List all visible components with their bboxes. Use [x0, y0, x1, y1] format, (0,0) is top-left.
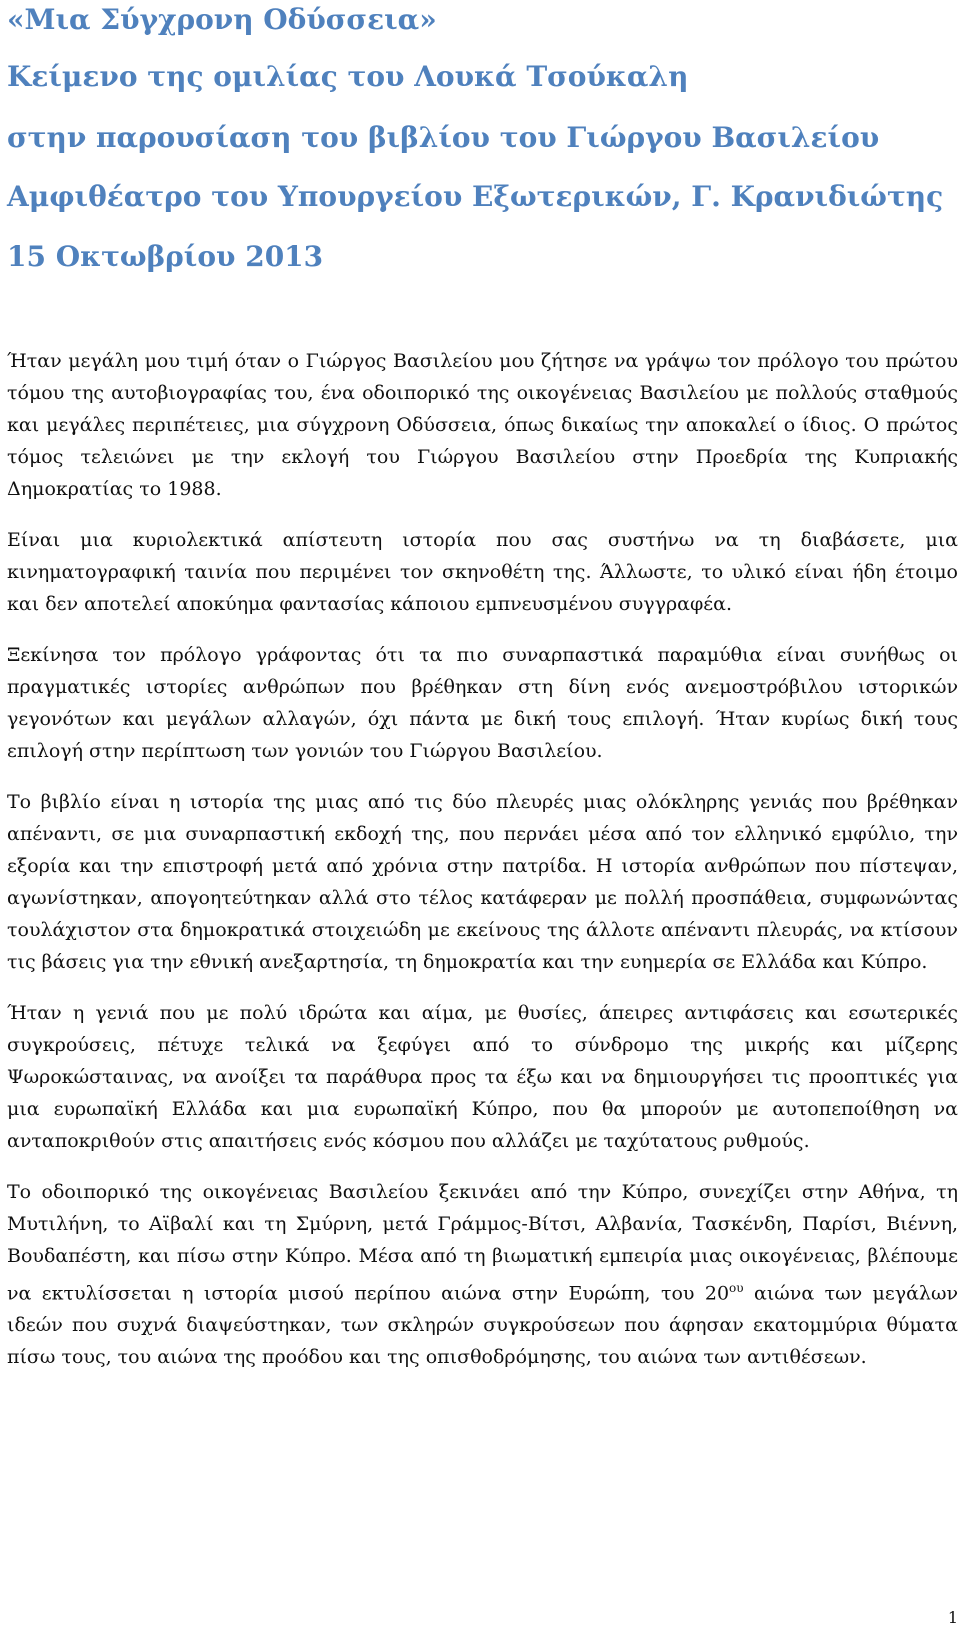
- paragraph-6: [7, 1176, 958, 1373]
- document-page: [7, 0, 958, 1633]
- paragraph-2: Είναι μια κυριολεκτικά απίστευτη ιστορία που σας συστήνω να τη διαβάσετε, μια κινηματογραφική ταινία που περιμένει τον σκηνοθέτη της. Άλλωστε, το υλικό είναι ήδη έτοιμο και δεν αποτελεί αποκύημα φαντασίας κάποιου εμπνευσμένου συγγραφέα.: [7, 529, 958, 615]
- page-number: 1: [947, 1608, 958, 1627]
- document-date: 15 Οκτωβρίου 2013: [7, 240, 324, 273]
- paragraph-5: Ήταν η γενιά που με πολύ ιδρώτα και αίμα, με θυσίες, άπειρες αντιφάσεις και εσωτερικές συγκρούσεις, πέτυχε τελικά να ξεφύγει από το σύνδρομο της μικρής και μίζερης Ψωροκώσταινας, να ανοίξει τα παράθυρα προς τα έξω και να δημιουργήσει τις προοπτικές για μια ευρωπαϊκή Ελλάδα και μια ευρωπαϊκή Κύπρο, που θα μπορούν με αυτοπεποίθηση να ανταποκριθούν στις απαιτήσεις ενός κόσμου που αλλάζει με ταχύτατους ρυθμούς.: [7, 1002, 958, 1152]
- document-venue: Αμφιθέατρο του Υπουργείου Εξωτερικών, Γ. Κρανιδιώτης: [7, 180, 944, 213]
- paragraph-6-text-start: Το οδοιπορικό της οικογένειας Βασιλείου ξεκινάει από την Κύπρο, συνεχίζει στην Αθήνα, τη Μυτιλήνη, το Αϊβαλί και τη Σμύρνη, μετά Γράμμος-Βίτσι, Αλβανία, Τασκένδη, Παρίσι, Βιέννη, Βουδαπέστη, και πίσω στην Κύπρο. Μέσα από τη βιωματική εμπειρία μιας οικογένειας, βλέπουμε να εκτυλίσσεται η ιστορία μισού περίπου αιώνα στην Ευρώπη, του 20: [7, 1181, 958, 1305]
- paragraph-6-text-end: αιώνα των μεγάλων ιδεών που συχνά διαψεύστηκαν, των σκληρών συγκρούσεων που άφησαν εκατομμύρια θύματα πίσω τους, του αιώνα της προόδου και της οπισθοδρόμησης, του αιώνα των αντιθέσεων.: [7, 1282, 959, 1369]
- paragraph-3: Ξεκίνησα τον πρόλογο γράφοντας ότι τα πιο συναρπαστικά παραμύθια είναι συνήθως οι πραγματικές ιστορίες ανθρώπων που βρέθηκαν στη δίνη ενός ανεμοστρόβιλου ιστορικών γεγονότων και μεγάλων αλλαγών, όχι πάντα με δική τους επιλογή. Ήταν κυρίως δική τους επιλογή στην περίπτωση των γονιών του Γιώργου Βασιλείου.: [7, 644, 958, 762]
- paragraph-1: Ήταν μεγάλη μου τιμή όταν ο Γιώργος Βασιλείου μου ζήτησε να γράψω τον πρόλογο του πρώτου τόμου της αυτοβιογραφίας του, ένα οδοιπορικό της οικογένειας Βασιλείου με πολλούς σταθμούς και μεγάλες περιπέτειες, μια σύγχρονη Οδύσσεια, όπως δικαίως την αποκαλεί ο ίδιος. Ο πρώτος τόμος τελειώνει με την εκλογή του Γιώργου Βασιλείου στην Προεδρία της Κυπριακής Δημοκρατίας το 1988.: [7, 350, 958, 500]
- document-body: [7, 345, 958, 1373]
- ordinal-superscript: ου: [729, 1281, 744, 1295]
- paragraph-4: Το βιβλίο είναι η ιστορία της μιας από τις δύο πλευρές μιας ολόκληρης γενιάς που βρέθηκαν απέναντι, σε μια συναρπαστική εκδοχή της, που περνάει μέσα από τον ελληνικό εμφύλιο, την εξορία και την επιστροφή μετά από χρόνια στην πατρίδα. Η ιστορία ανθρώπων που πίστεψαν, αγωνίστηκαν, απογοητεύτηκαν αλλά στο τέλος κατάφεραν με πολλή προσπάθεια, συμφωνώντας τουλάχιστον στα δημοκρατικά στοιχειώδη με εκείνους της άλλοτε απέναντι πλευράς, να κτίσουν τις βάσεις για την εθνική ανεξαρτησία, τη δημοκρατία και την ευημερία σε Ελλάδα και Κύπρο.: [7, 791, 958, 973]
- document-title: «Μια Σύγχρονη Οδύσσεια»: [7, 3, 437, 36]
- document-subtitle-speech: Κείμενο της ομιλίας του Λουκά Τσούκαλη: [7, 60, 689, 93]
- document-subtitle-book: στην παρουσίαση του βιβλίου του Γιώργου Βασιλείου: [7, 121, 880, 154]
